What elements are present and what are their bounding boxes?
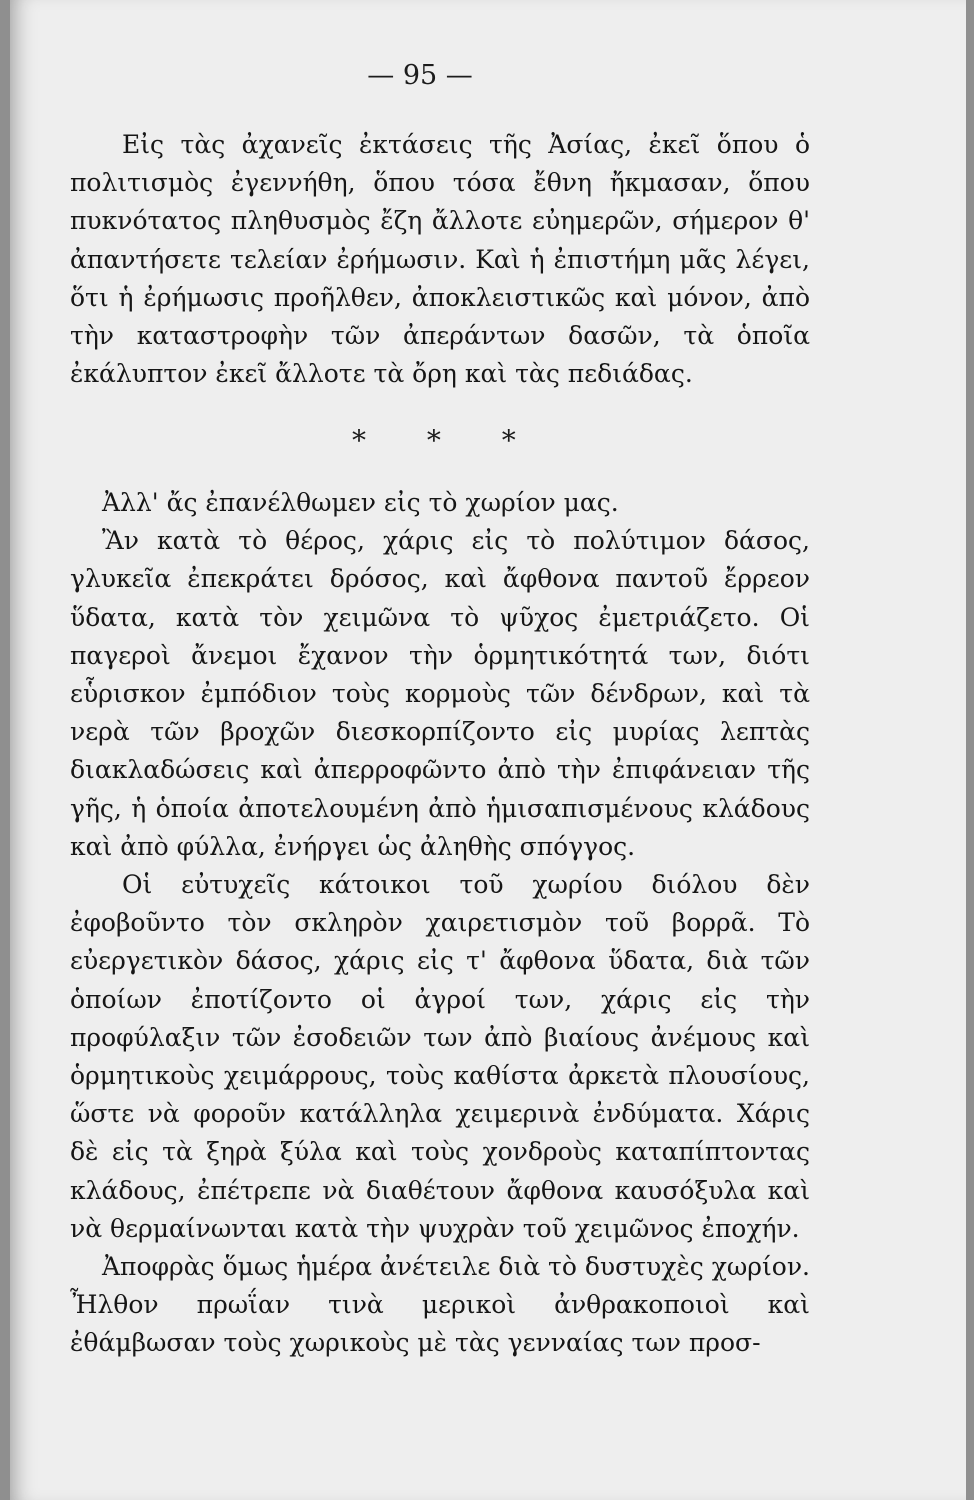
page-number: — 95 — <box>367 60 473 91</box>
paragraph: Ἀλλ' ἄς ἐπανέλθωμεν εἰς τὸ χωρίον μας. <box>102 488 619 517</box>
section-separator: * * * <box>352 424 542 457</box>
text-block-bottom <box>70 484 810 1363</box>
paragraph: Οἱ εὐτυχεῖς κάτοικοι τοῦ χωρίου διόλου δὲν ἐφοβοῦντο τὸν σκληρὸν χαιρετισμὸν τοῦ βορρᾶ. Τὸ εὐεργετικὸν δάσος, χάρις εἰς τ' ἄφθονα ὕδατα, διὰ τῶν ὁποίων ἐποτίζοντο οἱ ἀγροί των, χάρις εἰς τὴν προφύλαξιν τῶν ἐσοδειῶν των ἀπὸ βιαίους ἀνέμους καὶ ὁρμητικοὺς χειμάρρους, τοὺς καθίστα ἀρκετὰ πλουσίους, ὥστε νὰ φοροῦν κατάλληλα χειμερινὰ ἐνδύματα. Χάρις δὲ εἰς τὰ ξηρὰ ξύλα καὶ τοὺς χονδροὺς καταπίπτοντας κλάδους, ἐπέτρεπε νὰ διαθέτουν ἄφθονα καυσόξυλα καὶ νὰ θερμαίνωνται κατὰ τὴν ψυχρὰν τοῦ χειμῶνος ἐποχήν. <box>70 870 810 1243</box>
text-block-top <box>70 126 810 393</box>
paragraph: Εἰς τὰς ἀχανεῖς ἐκτάσεις τῆς Ἀσίας, ἐκεῖ ὅπου ὁ πολιτισμὸς ἐγεννήθη, ὅπου τόσα ἔθνη ἤκμασαν, ὅπου πυκνότατος πληθυσμὸς ἔζη ἄλλοτε εὐημερῶν, σήμερον θ' ἀπαντήσετε τελείαν ἐρήμωσιν. Καὶ ἡ ἐπιστήμη μᾶς λέγει, ὅτι ἡ ἐρήμωσις προῆλθεν, ἀποκλειστικῶς καὶ μόνον, ἀπὸ τὴν καταστροφὴν τῶν ἀπεράντων δασῶν, τὰ ὁποῖα ἐκάλυπτον ἐκεῖ ἄλλοτε τὰ ὄρη καὶ τὰς πεδιάδας. <box>70 130 810 389</box>
book-page <box>10 0 966 1500</box>
paragraph: Ἂν κατὰ τὸ θέρος, χάρις εἰς τὸ πολύτιμον δάσος, γλυκεῖα ἐπεκράτει δρόσος, καὶ ἄφθονα παντοῦ ἔρρεον ὕδατα, κατὰ τὸν χειμῶνα τὸ ψῦχος ἐμετριάζετο. Οἱ παγεροὶ ἄνεμοι ἔχανον τὴν ὁρμητικότητά των, διότι εὗρισκον ἐμπόδιον τοὺς κορμοὺς τῶν δένδρων, καὶ τὰ νερὰ τῶν βροχῶν διεσκορπίζοντο εἰς μυρίας λεπτὰς διακλαδώσεις καὶ ἀπερροφῶντο ἀπὸ τὴν ἐπιφάνειαν τῆς γῆς, ἡ ὁποία ἀποτελουμένη ἀπὸ ἡμισαπισμένους κλάδους καὶ ἀπὸ φύλλα, ἐνήργει ὡς ἀληθὴς σπόγγος. <box>70 526 810 861</box>
paragraph: Ἀποφρὰς ὅμως ἡμέρα ἀνέτειλε διὰ τὸ δυστυχὲς χωρίον. Ἦλθον πρωΐαν τινὰ μερικοὶ ἀνθρακοποιοὶ καὶ ἐθάμβωσαν τοὺς χωρικοὺς μὲ τὰς γενναίας των προσ- <box>70 1252 810 1358</box>
